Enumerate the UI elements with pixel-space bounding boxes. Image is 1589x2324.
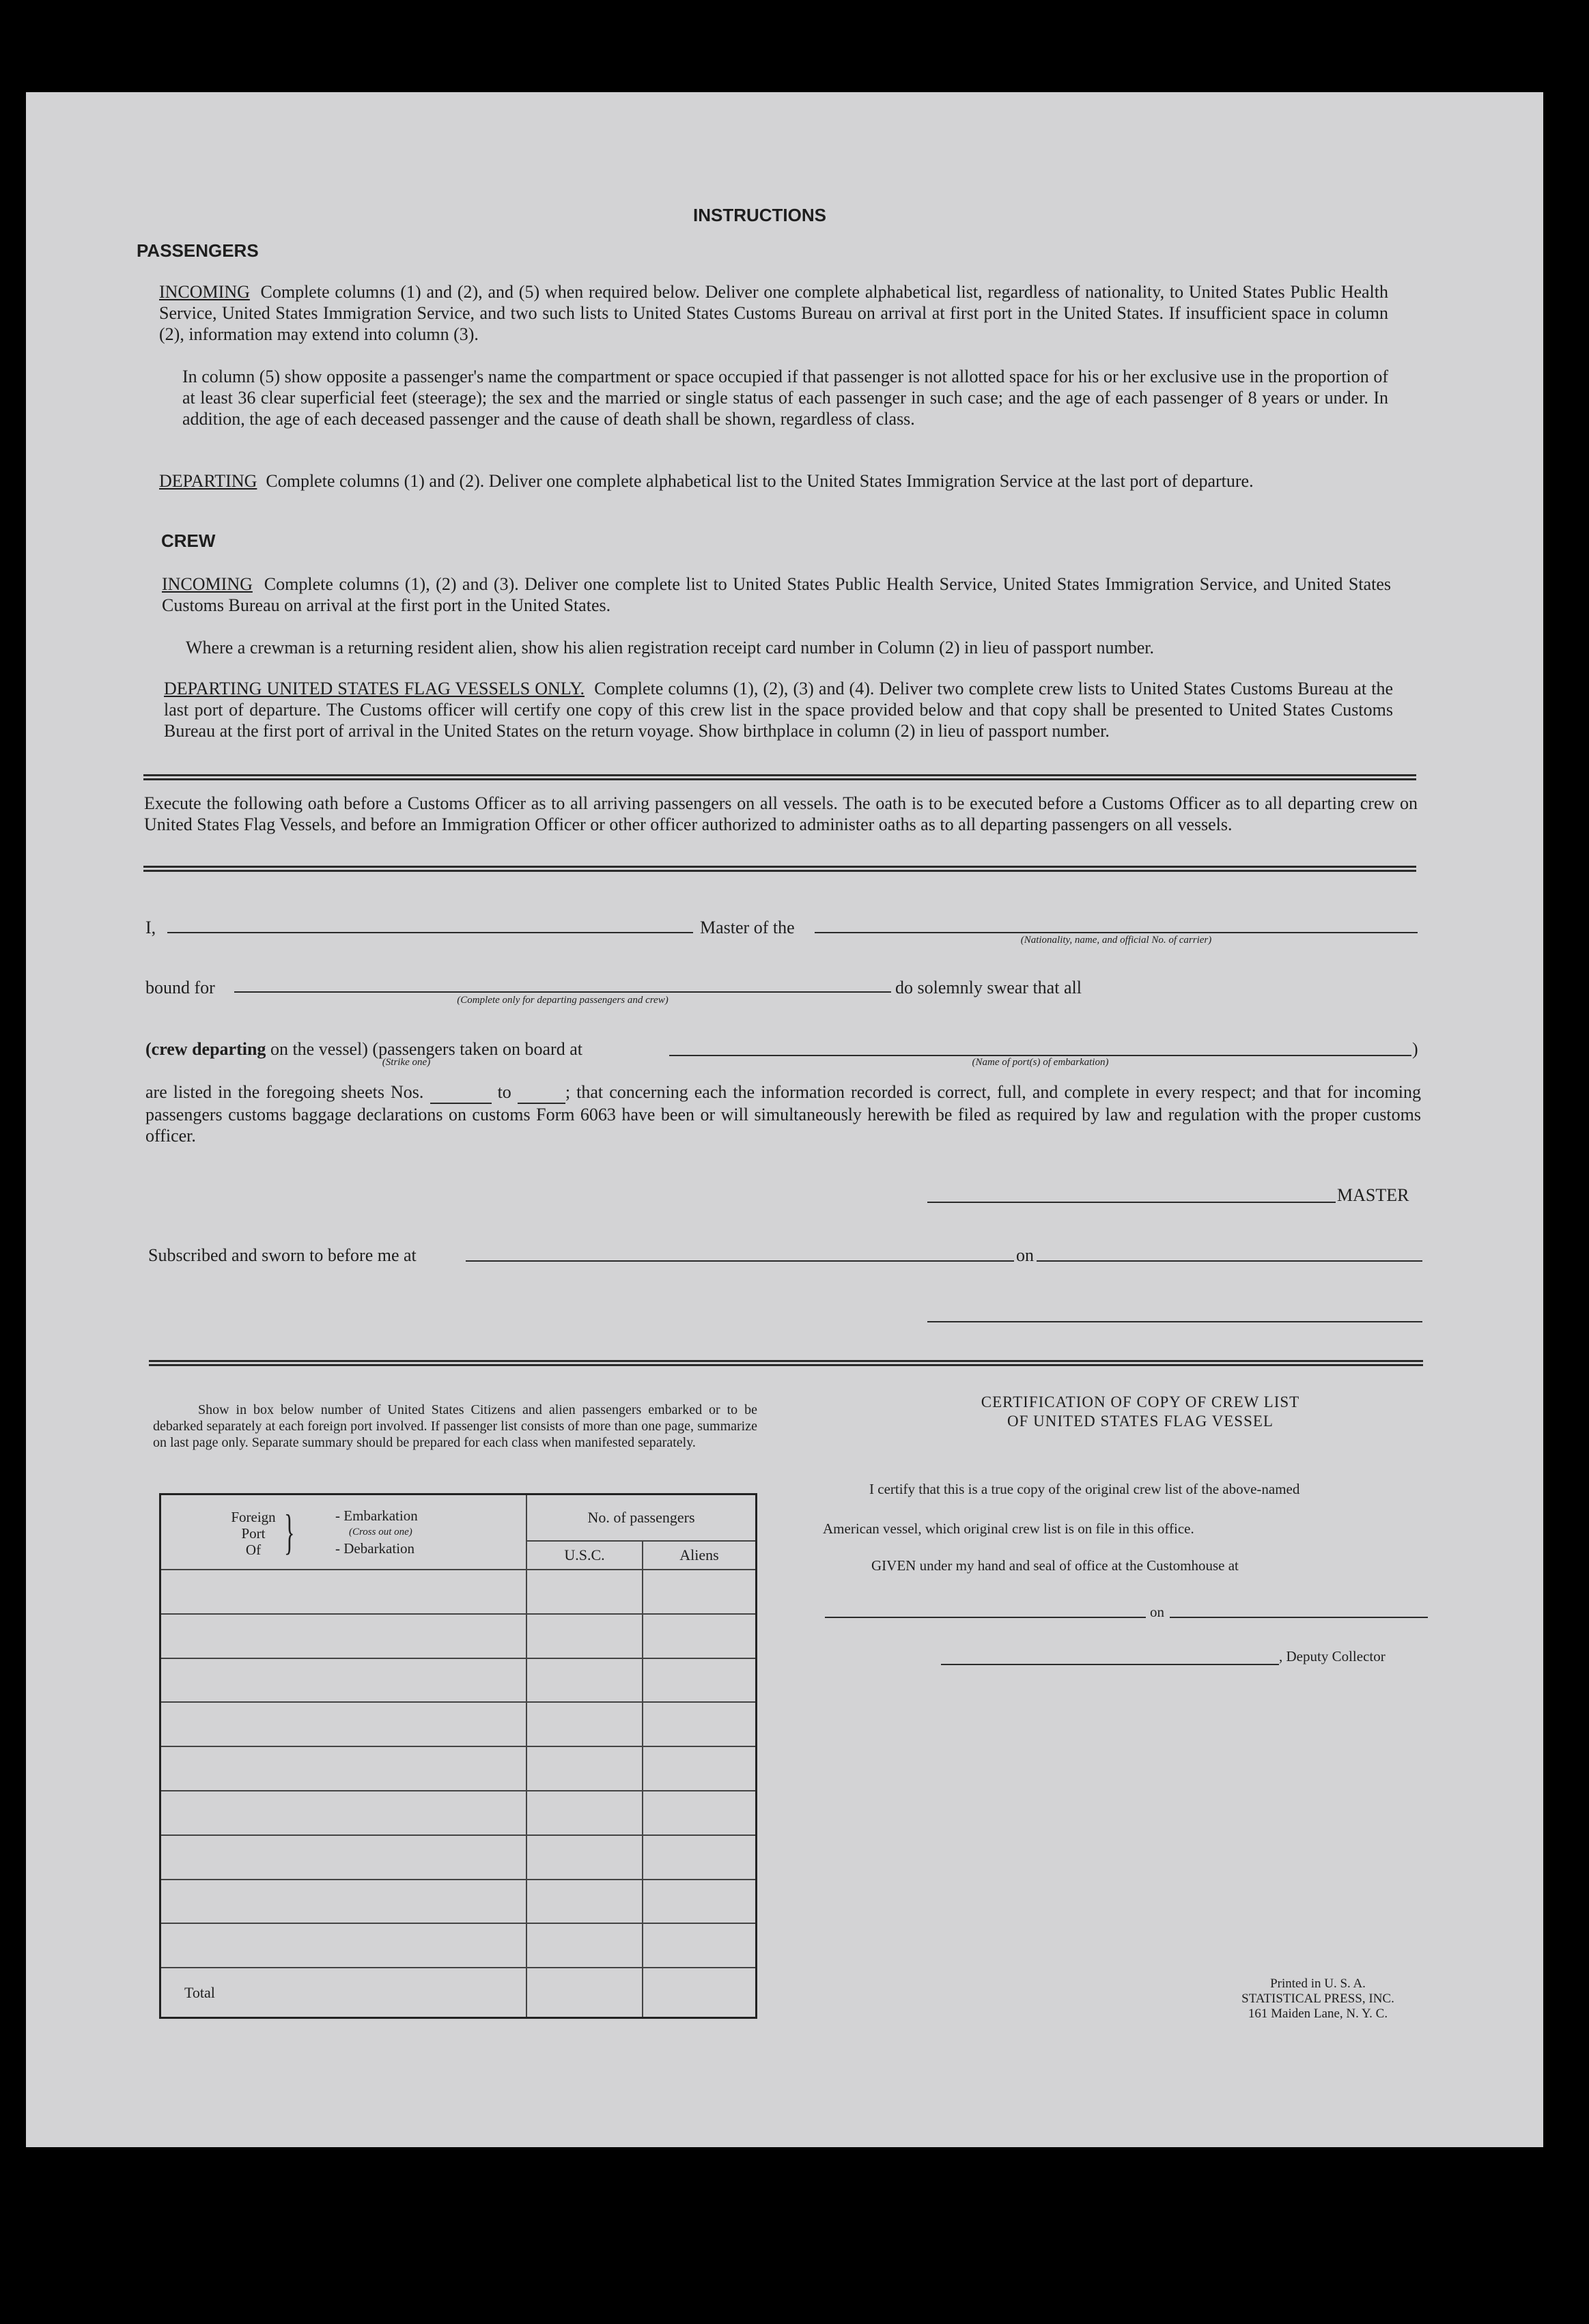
sworn-on-label: on bbox=[1016, 1245, 1034, 1265]
passengers-incoming-text: Complete columns (1) and (2), and (5) when required below. Deliver one complete alphabetical list, regardless of nationality, to United States Public Health Service, United States Immigration Service, and two such lists to United States Customs Bureau on arrival at first port in the United States. If insufficient space in column (2), information may extend into column (3). bbox=[159, 282, 1388, 344]
bound-for-field[interactable] bbox=[234, 991, 891, 993]
passengers-taken-option: (passengers taken on board at bbox=[372, 1039, 582, 1059]
master-label: MASTER bbox=[1337, 1185, 1409, 1205]
section-divider bbox=[149, 1360, 1423, 1366]
master-signature-field[interactable] bbox=[927, 1202, 1336, 1203]
usc-cell[interactable] bbox=[526, 1702, 643, 1746]
passengers-departing-instruction bbox=[159, 470, 1388, 492]
crew-resident-instruction: Where a crewman is a returning resident alien, show his alien registration receipt card number in Column (2) in lieu of passport number. bbox=[186, 638, 1155, 657]
crew-incoming-text: Complete columns (1), (2) and (3). Deliver one complete list to United States Public Health Service, United States Immigration Service, and United States Customs Bureau on arrival at the first port in the United States. bbox=[162, 574, 1391, 615]
total-aliens-cell[interactable] bbox=[643, 1968, 757, 2017]
passengers-incoming-label: INCOMING bbox=[159, 282, 250, 302]
section-divider bbox=[143, 774, 1416, 780]
oath-master-of-the: Master of the bbox=[700, 918, 795, 937]
passengers-departing-text: Complete columns (1) and (2). Deliver one complete alphabetical list to the United States Immigration Service at the last port of departure. bbox=[266, 471, 1254, 491]
printer-imprint bbox=[1222, 1976, 1414, 2022]
american-vessel-text: American vessel, which original crew list is on file in this office. bbox=[823, 1520, 1194, 1537]
usc-cell[interactable] bbox=[526, 1658, 643, 1703]
no-of-passengers-header: No. of passengers bbox=[526, 1494, 757, 1542]
embarkation-label[interactable]: - Embarkation bbox=[335, 1507, 418, 1525]
port-cell[interactable] bbox=[160, 1923, 527, 1968]
passengers-incoming-instruction bbox=[159, 281, 1388, 345]
oath-instruction: Execute the following oath before a Customs Officer as to all arriving passengers on all vessels. The oath is to be executed before a Customs Officer as to all departing crew on United States Flag Vessels, and before an Immigration Officer or other officer authorized to administer oaths as to all departing passengers on all vessels. bbox=[144, 793, 1418, 834]
oath-swear: do solemnly swear that all bbox=[895, 978, 1082, 997]
passengers-heading: PASSENGERS bbox=[137, 240, 259, 261]
usc-cell[interactable] bbox=[526, 1791, 643, 1835]
printer-line2: STATISTICAL PRESS, INC. bbox=[1241, 1992, 1394, 2006]
customhouse-field[interactable] bbox=[825, 1617, 1146, 1618]
port-cell[interactable] bbox=[160, 1791, 527, 1835]
crew-departing-flag-label: DEPARTING UNITED STATES FLAG VESSELS ONLY. bbox=[164, 679, 585, 698]
usc-cell[interactable] bbox=[526, 1614, 643, 1658]
deputy-collector-signature-field[interactable] bbox=[941, 1664, 1279, 1665]
master-name-field[interactable] bbox=[167, 932, 693, 933]
port-cell[interactable] bbox=[160, 1746, 527, 1791]
usc-cell[interactable] bbox=[526, 1835, 643, 1880]
passenger-summary-table bbox=[159, 1493, 757, 2019]
oath-i: I, bbox=[145, 918, 156, 937]
aliens-cell[interactable] bbox=[643, 1835, 757, 1880]
sworn-place-field[interactable] bbox=[466, 1260, 1014, 1262]
section-divider bbox=[143, 866, 1416, 872]
port-cell[interactable] bbox=[160, 1570, 527, 1614]
nationality-caption: (Nationality, name, and official No. of carrier) bbox=[1020, 935, 1212, 946]
total-usc-cell[interactable] bbox=[526, 1968, 643, 2017]
aliens-cell[interactable] bbox=[643, 1570, 757, 1614]
crew-departing-flag-text: Complete columns (1), (2), (3) and (4). Deliver two complete crew lists to United States Customs Bureau at the last port of departure. The Customs officer will certify one copy of this crew list in the space provided below and that copy shall be presented to United States Customs Bureau at the first port of arrival in the United States on the return voyage. Show birthplace in column (2) in lieu of passport number. bbox=[164, 679, 1394, 741]
strike-one-caption: (Strike one) bbox=[382, 1057, 431, 1068]
total-label: Total bbox=[184, 1983, 215, 2001]
crew-departing-flag-instruction bbox=[164, 678, 1393, 741]
aliens-cell[interactable] bbox=[643, 1880, 757, 1924]
port-header-cell: Foreign Port Of } - Embarkation (Cross out one) - Debarkation bbox=[160, 1494, 527, 1570]
aliens-cell[interactable] bbox=[643, 1746, 757, 1791]
certification-date-field[interactable] bbox=[1170, 1617, 1428, 1618]
certify-text: I certify that this is a true copy of the original crew list of the above-named bbox=[869, 1481, 1300, 1497]
certification-on-label: on bbox=[1150, 1604, 1164, 1620]
sheet-from-field[interactable] bbox=[430, 1081, 492, 1104]
crew-departing-option: (crew departing bbox=[145, 1039, 266, 1059]
of-label: Of bbox=[245, 1542, 262, 1559]
complete-only-caption: (Complete only for departing passengers and crew) bbox=[457, 995, 669, 1006]
usc-cell[interactable] bbox=[526, 1746, 643, 1791]
given-text: GIVEN under my hand and seal of office at the Customhouse at bbox=[871, 1557, 1239, 1574]
usc-header: U.S.C. bbox=[526, 1541, 643, 1570]
oath-foregoing bbox=[145, 1081, 1421, 1146]
usc-cell[interactable] bbox=[526, 1880, 643, 1924]
port-label: Port bbox=[241, 1525, 266, 1542]
aliens-header: Aliens bbox=[643, 1541, 757, 1570]
subscribed-text: Subscribed and sworn to before me at bbox=[148, 1245, 417, 1265]
oath-bound-for: bound for bbox=[145, 978, 215, 997]
printer-line1: Printed in U. S. A. bbox=[1270, 1976, 1366, 1991]
sheet-to-field[interactable] bbox=[518, 1081, 565, 1104]
summary-instruction: Show in box below number of United States Citizens and alien passengers embarked or to be debarked separately at each foreign port involved. If passenger list consists of more than one page, summarize on last page only. Separate summary should be prepared for each class when manifested separately. bbox=[153, 1402, 757, 1450]
close-paren: ) bbox=[1412, 1039, 1418, 1059]
crew-heading: CREW bbox=[161, 530, 216, 551]
debarkation-label[interactable]: - Debarkation bbox=[335, 1540, 415, 1557]
foregoing-text-start: are listed in the foregoing sheets Nos. bbox=[145, 1082, 424, 1102]
certification-title-line1: CERTIFICATION OF COPY OF CREW LIST bbox=[981, 1393, 1300, 1411]
usc-cell[interactable] bbox=[526, 1923, 643, 1968]
passengers-column5-instruction: In column (5) show opposite a passenger's name the compartment or space occupied if that passenger is not allotted space for his or her exclusive use in the proportion of at least 36 clear superficial feet (steerage); the sex and the married or single status of each passenger in such case; and the age of each passenger of 8 years or under. In addition, the age of each deceased passenger and the cause of death shall be shown, regardless of class. bbox=[182, 367, 1388, 429]
total-label-cell bbox=[160, 1968, 527, 2017]
officer-signature-field[interactable] bbox=[927, 1321, 1422, 1322]
certification-title-line2: OF UNITED STATES FLAG VESSEL bbox=[1007, 1413, 1274, 1430]
aliens-cell[interactable] bbox=[643, 1658, 757, 1703]
aliens-cell[interactable] bbox=[643, 1702, 757, 1746]
passengers-departing-label: DEPARTING bbox=[159, 471, 257, 491]
usc-cell[interactable] bbox=[526, 1570, 643, 1614]
on-the-vessel-text: on the vessel) bbox=[270, 1039, 368, 1059]
printer-line3: 161 Maiden Lane, N. Y. C. bbox=[1248, 2007, 1388, 2021]
aliens-cell[interactable] bbox=[643, 1791, 757, 1835]
name-of-ports-caption: (Name of port(s) of embarkation) bbox=[972, 1057, 1109, 1068]
port-cell[interactable] bbox=[160, 1880, 527, 1924]
aliens-cell[interactable] bbox=[643, 1614, 757, 1658]
port-cell[interactable] bbox=[160, 1658, 527, 1703]
embarkation-port-field[interactable] bbox=[669, 1055, 1411, 1056]
foregoing-text-end: ; that concerning each the information recorded is correct, full, and complete in every respect; and that for incoming passengers customs baggage declarations on customs Form 6063 have been or will simultaneously herewith be filed as required by law and regulation with the proper customs officer. bbox=[145, 1082, 1422, 1146]
carrier-field[interactable] bbox=[815, 932, 1418, 933]
page-title: INSTRUCTIONS bbox=[693, 205, 826, 225]
cross-out-one-caption: (Cross out one) bbox=[349, 1527, 412, 1538]
crew-incoming-instruction bbox=[162, 573, 1391, 616]
certification-title bbox=[867, 1393, 1414, 1431]
port-cell[interactable] bbox=[160, 1614, 527, 1658]
crew-incoming-label: INCOMING bbox=[162, 574, 253, 594]
aliens-cell[interactable] bbox=[643, 1923, 757, 1968]
sworn-date-field[interactable] bbox=[1037, 1260, 1422, 1262]
deputy-collector-label: , Deputy Collector bbox=[1279, 1648, 1386, 1664]
foreign-label: Foreign bbox=[231, 1509, 276, 1526]
port-cell[interactable] bbox=[160, 1835, 527, 1880]
foregoing-to: to bbox=[497, 1082, 511, 1102]
port-cell[interactable] bbox=[160, 1702, 527, 1746]
